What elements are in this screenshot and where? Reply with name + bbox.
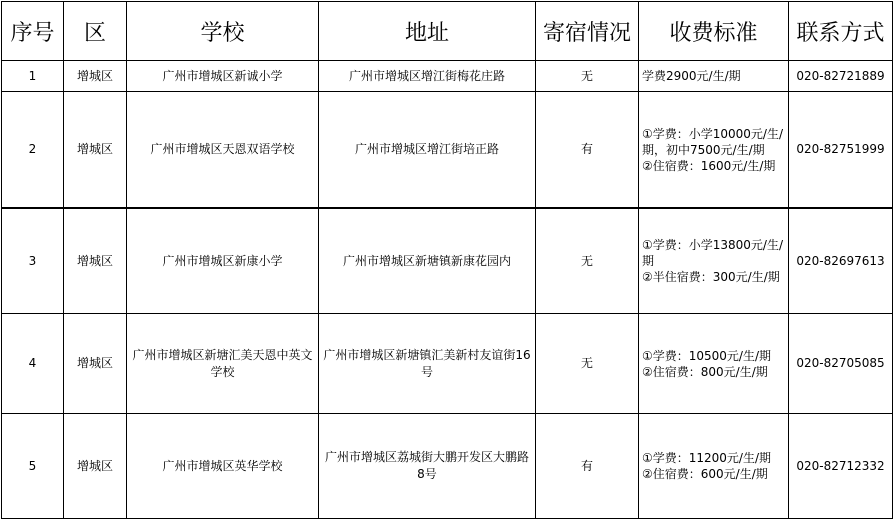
cell-school: 广州市增城区新诚小学 <box>127 61 319 92</box>
header-contact: 联系方式 <box>789 2 893 61</box>
cell-district: 增城区 <box>64 61 127 92</box>
cell-fees <box>639 414 789 519</box>
fee-line: ①学费：小学13800元/生/期 <box>642 238 784 268</box>
table-row <box>2 314 893 414</box>
header-boarding: 寄宿情况 <box>536 2 639 61</box>
cell-boarding: 无 <box>536 208 639 314</box>
header-index: 序号 <box>2 2 64 61</box>
fee-line: ②住宿费：1600元/生/期 <box>642 158 776 173</box>
header-address: 地址 <box>319 2 536 61</box>
fee-line: ②住宿费：600元/生/期 <box>642 467 768 481</box>
cell-address: 广州市增城区新塘镇汇美新村友谊街16号 <box>319 314 536 414</box>
header-fees: 收费标准 <box>639 2 789 61</box>
cell-address: 广州市增城区增江街培正路 <box>319 92 536 209</box>
fee-line: ①学费：11200元/生/期 <box>642 451 772 465</box>
cell-contact: 020-82721889 <box>789 61 893 92</box>
table-row <box>2 208 893 314</box>
cell-contact: 020-82712332 <box>789 414 893 519</box>
fee-line: 学费2900元/生/期 <box>642 69 741 83</box>
cell-boarding: 无 <box>536 314 639 414</box>
cell-school: 广州市增城区天恩双语学校 <box>127 92 319 209</box>
cell-fees <box>639 92 789 209</box>
fee-line: ②住宿费：800元/生/期 <box>642 364 768 379</box>
cell-school: 广州市增城区新塘汇美天恩中英文学校 <box>127 314 319 414</box>
cell-district: 增城区 <box>64 208 127 314</box>
cell-boarding: 有 <box>536 414 639 519</box>
cell-index: 3 <box>2 208 64 314</box>
cell-fees <box>639 61 789 92</box>
table-row <box>2 61 893 92</box>
cell-boarding: 无 <box>536 61 639 92</box>
header-row <box>2 2 893 61</box>
cell-fees <box>639 208 789 314</box>
cell-district: 增城区 <box>64 92 127 209</box>
cell-contact: 020-82751999 <box>789 92 893 209</box>
cell-boarding: 有 <box>536 92 639 209</box>
cell-index: 1 <box>2 61 64 92</box>
cell-contact: 020-82705085 <box>789 314 893 414</box>
cell-school: 广州市增城区新康小学 <box>127 208 319 314</box>
cell-address: 广州市增城区新塘镇新康花园内 <box>319 208 536 314</box>
table-row <box>2 414 893 519</box>
cell-index: 5 <box>2 414 64 519</box>
fee-line: ①学费：小学10000元/生/期，初中7500元/生/期 <box>642 126 784 157</box>
cell-fees <box>639 314 789 414</box>
fee-line: ②半住宿费：300元/生/期 <box>642 270 780 284</box>
header-school: 学校 <box>127 2 319 61</box>
fee-line: ①学费：10500元/生/期 <box>642 348 772 363</box>
cell-district: 增城区 <box>64 414 127 519</box>
cell-district: 增城区 <box>64 314 127 414</box>
cell-contact: 020-82697613 <box>789 208 893 314</box>
cell-address: 广州市增城区荔城街大鹏开发区大鹏路8号 <box>319 414 536 519</box>
cell-address: 广州市增城区增江街梅花庄路 <box>319 61 536 92</box>
table-row <box>2 92 893 209</box>
school-fee-table <box>1 1 893 519</box>
cell-index: 4 <box>2 314 64 414</box>
cell-index: 2 <box>2 92 64 209</box>
header-district: 区 <box>64 2 127 61</box>
cell-school: 广州市增城区英华学校 <box>127 414 319 519</box>
